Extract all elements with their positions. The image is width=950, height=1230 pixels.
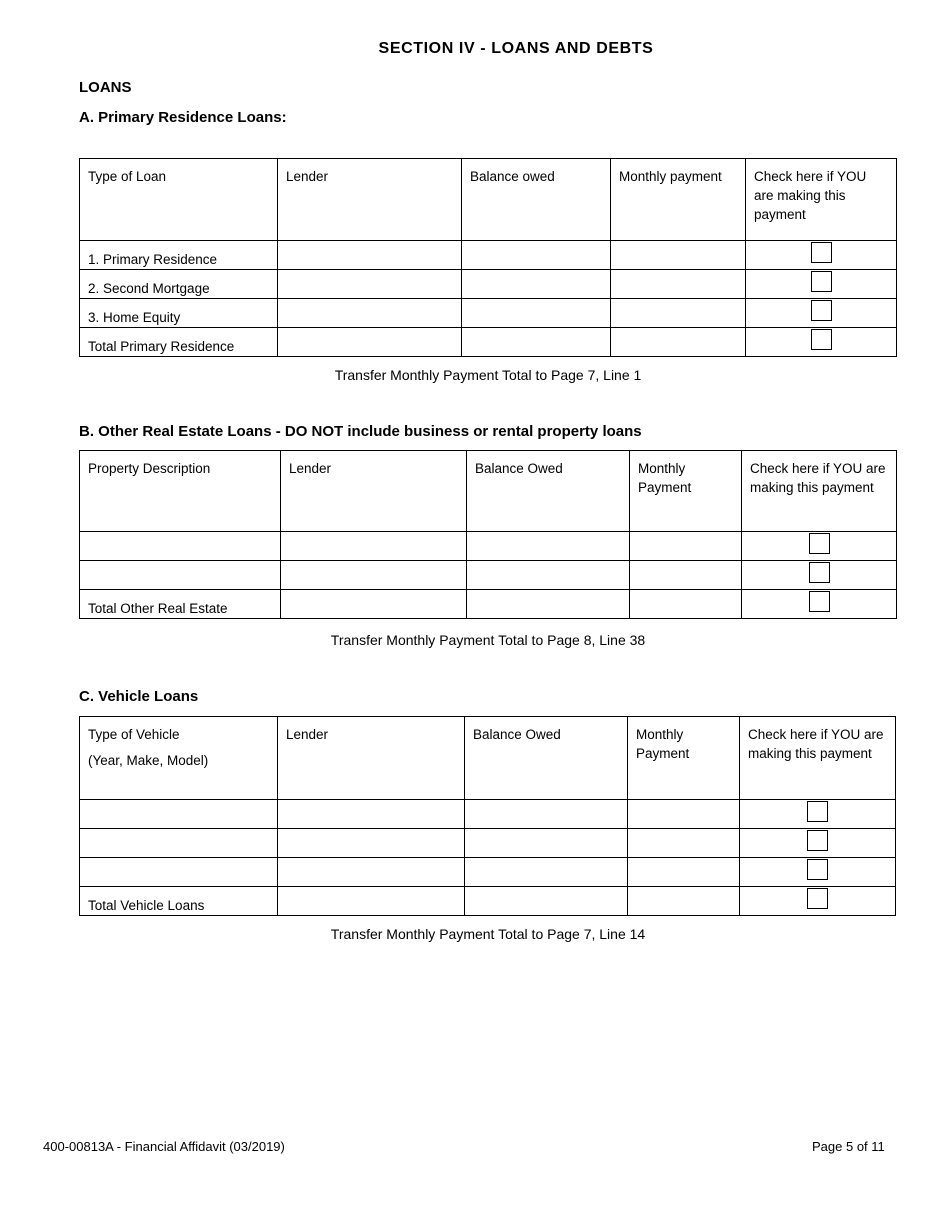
form-id: 400-00813A - Financial Affidavit (03/2019) <box>43 1139 285 1154</box>
header-type-of-vehicle-label: Type of Vehicle <box>88 727 180 742</box>
balance-cell[interactable] <box>462 299 611 328</box>
row-label: 3. Home Equity <box>80 299 278 328</box>
payment-checkbox[interactable] <box>811 242 832 263</box>
balance-cell[interactable] <box>462 270 611 299</box>
lender-cell[interactable] <box>278 829 465 858</box>
balance-cell[interactable] <box>462 241 611 270</box>
primary-residence-loans-table <box>79 158 897 357</box>
lender-cell[interactable] <box>281 532 467 561</box>
property-description-cell[interactable] <box>80 561 281 590</box>
payment-checkbox[interactable] <box>809 591 830 612</box>
table-row <box>80 561 897 590</box>
section-a-heading: A. Primary Residence Loans: <box>79 109 287 126</box>
monthly-payment-cell[interactable] <box>630 590 742 619</box>
property-description-cell[interactable] <box>80 532 281 561</box>
monthly-payment-cell[interactable] <box>611 328 746 357</box>
header-monthly-payment: Monthly Payment <box>628 717 740 800</box>
lender-cell[interactable] <box>278 800 465 829</box>
monthly-payment-cell[interactable] <box>611 241 746 270</box>
lender-cell[interactable] <box>278 270 462 299</box>
other-real-estate-loans-table <box>79 450 897 619</box>
header-monthly-payment: Monthly payment <box>611 159 746 241</box>
payment-checkbox[interactable] <box>807 888 828 909</box>
table-header-row <box>80 159 897 241</box>
header-lender: Lender <box>278 159 462 241</box>
lender-cell[interactable] <box>278 858 465 887</box>
lender-cell[interactable] <box>278 241 462 270</box>
table-row <box>80 829 896 858</box>
header-check-here: Check here if YOU are making this payment <box>742 451 897 532</box>
header-check-here: Check here if YOU are making this payment <box>740 717 896 800</box>
monthly-payment-cell[interactable] <box>611 270 746 299</box>
header-lender: Lender <box>278 717 465 800</box>
table-row <box>80 299 897 328</box>
vehicle-cell[interactable] <box>80 800 278 829</box>
payment-checkbox[interactable] <box>811 329 832 350</box>
vehicle-cell[interactable] <box>80 858 278 887</box>
balance-cell[interactable] <box>465 829 628 858</box>
payment-checkbox[interactable] <box>809 562 830 583</box>
section-title: SECTION IV - LOANS AND DEBTS <box>378 40 654 57</box>
header-monthly-payment: Monthly Payment <box>630 451 742 532</box>
row-label: 2. Second Mortgage <box>80 270 278 299</box>
monthly-payment-cell[interactable] <box>628 829 740 858</box>
row-label: Total Other Real Estate <box>80 590 281 619</box>
header-type-of-vehicle-sub: (Year, Make, Model) <box>88 753 209 768</box>
header-balance-owed: Balance Owed <box>467 451 630 532</box>
balance-cell[interactable] <box>467 532 630 561</box>
lender-cell[interactable] <box>281 561 467 590</box>
monthly-payment-cell[interactable] <box>630 561 742 590</box>
transfer-note-a: Transfer Monthly Payment Total to Page 7, Line 1 <box>334 367 642 383</box>
transfer-note-b: Transfer Monthly Payment Total to Page 8, Line 38 <box>330 632 646 648</box>
table-header-row <box>80 451 897 532</box>
header-property-description: Property Description <box>80 451 281 532</box>
balance-cell[interactable] <box>467 590 630 619</box>
section-b-heading: B. Other Real Estate Loans - DO NOT include business or rental property loans <box>79 423 642 440</box>
balance-cell[interactable] <box>465 887 628 916</box>
balance-cell[interactable] <box>467 561 630 590</box>
table-row <box>80 241 897 270</box>
table-row-total <box>80 887 896 916</box>
table-row-total <box>80 328 897 357</box>
section-c-heading: C. Vehicle Loans <box>79 688 199 705</box>
page-number: Page 5 of 11 <box>812 1139 885 1154</box>
header-type-of-vehicle <box>80 717 278 800</box>
payment-checkbox[interactable] <box>811 300 832 321</box>
row-label: Total Primary Residence <box>80 328 278 357</box>
lender-cell[interactable] <box>278 328 462 357</box>
header-balance-owed: Balance Owed <box>465 717 628 800</box>
transfer-note-c: Transfer Monthly Payment Total to Page 7, Line 14 <box>330 926 646 942</box>
vehicle-loans-table <box>79 716 896 916</box>
table-row <box>80 858 896 887</box>
row-label: 1. Primary Residence <box>80 241 278 270</box>
balance-cell[interactable] <box>465 858 628 887</box>
header-lender: Lender <box>281 451 467 532</box>
table-row <box>80 800 896 829</box>
lender-cell[interactable] <box>278 299 462 328</box>
vehicle-cell[interactable] <box>80 829 278 858</box>
loans-heading: LOANS <box>79 79 132 96</box>
payment-checkbox[interactable] <box>811 271 832 292</box>
header-balance-owed: Balance owed <box>462 159 611 241</box>
payment-checkbox[interactable] <box>807 830 828 851</box>
monthly-payment-cell[interactable] <box>628 887 740 916</box>
table-header-row <box>80 717 896 800</box>
monthly-payment-cell[interactable] <box>611 299 746 328</box>
header-type-of-loan: Type of Loan <box>80 159 278 241</box>
balance-cell[interactable] <box>462 328 611 357</box>
monthly-payment-cell[interactable] <box>628 858 740 887</box>
header-check-here: Check here if YOU are making this payment <box>746 159 897 241</box>
balance-cell[interactable] <box>465 800 628 829</box>
payment-checkbox[interactable] <box>807 801 828 822</box>
table-row <box>80 270 897 299</box>
lender-cell[interactable] <box>281 590 467 619</box>
payment-checkbox[interactable] <box>807 859 828 880</box>
table-row <box>80 532 897 561</box>
table-row-total <box>80 590 897 619</box>
monthly-payment-cell[interactable] <box>630 532 742 561</box>
monthly-payment-cell[interactable] <box>628 800 740 829</box>
row-label: Total Vehicle Loans <box>80 887 278 916</box>
payment-checkbox[interactable] <box>809 533 830 554</box>
lender-cell[interactable] <box>278 887 465 916</box>
